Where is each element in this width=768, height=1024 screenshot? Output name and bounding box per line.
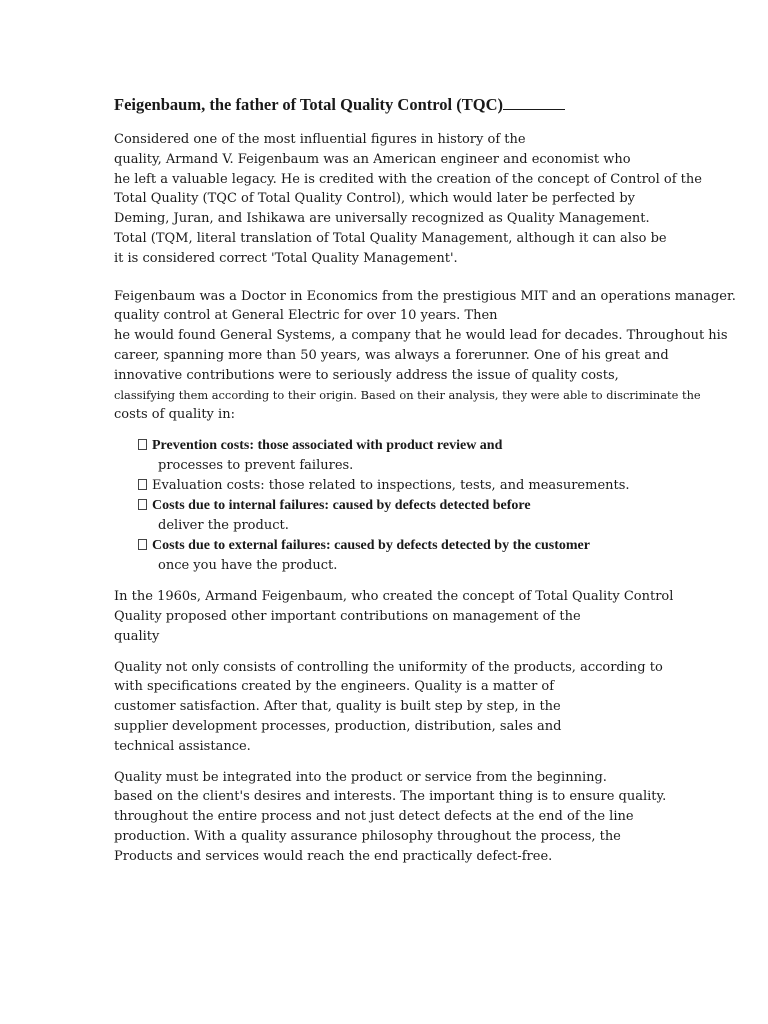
list-item-continuation: once you have the product. bbox=[158, 558, 338, 574]
text-line: career, spanning more than 50 years, was always a forerunner. One of his great and bbox=[114, 347, 669, 363]
text-line: throughout the entire process and not just detect defects at the end of the line bbox=[114, 809, 634, 825]
list-item-continuation: processes to prevent failures. bbox=[158, 458, 354, 474]
text-line: Quality not only consists of controlling the uniformity of the products, according to bbox=[114, 659, 663, 675]
text-line: quality control at General Electric for over 10 years. Then bbox=[114, 308, 498, 324]
text-line: supplier development processes, production, distribution, sales and bbox=[114, 718, 562, 734]
title-text: Feigenbaum, the father of Total Quality Control (TQC) bbox=[114, 95, 503, 114]
text-line: Total (TQM, literal translation of Total Quality Management, although it can also be bbox=[114, 230, 667, 246]
text-line: quality bbox=[114, 628, 160, 644]
text-line: In the 1960s, Armand Feigenbaum, who created the concept of Total Quality Control bbox=[114, 589, 674, 605]
text-line: Products and services would reach the end practically defect-free. bbox=[114, 848, 553, 864]
text-line: Total Quality (TQC of Total Quality Control), which would later be perfected by bbox=[114, 191, 636, 207]
paragraph-biography bbox=[114, 287, 754, 426]
bullet-icon bbox=[138, 539, 147, 550]
text-line: with specifications created by the engineers. Quality is a matter of bbox=[114, 679, 555, 695]
text-line: customer satisfaction. After that, quality is built step by step, in the bbox=[114, 699, 561, 715]
paragraph-intro bbox=[114, 130, 754, 269]
list-item bbox=[114, 496, 754, 516]
list-item-text: Prevention costs: those associated with product review and bbox=[152, 438, 503, 454]
text-line: Feigenbaum was a Doctor in Economics from the prestigious MIT and an operations manager. bbox=[114, 288, 736, 304]
text-line: Deming, Juran, and Ishikawa are universally recognized as Quality Management. bbox=[114, 211, 650, 227]
list-item-text: Costs due to external failures: caused by defects detected by the customer bbox=[152, 538, 590, 554]
title-underline bbox=[503, 108, 565, 110]
list-item bbox=[114, 476, 754, 496]
text-line: quality, Armand V. Feigenbaum was an American engineer and economist who bbox=[114, 151, 631, 167]
text-line: production. With a quality assurance philosophy throughout the process, the bbox=[114, 828, 621, 844]
paragraph-quality-definition bbox=[114, 658, 754, 757]
text-line: he would found General Systems, a company that he would lead for decades. Throughout his bbox=[114, 328, 728, 344]
document-page bbox=[114, 94, 754, 867]
text-line: based on the client's desires and interests. The important thing is to ensure quality. bbox=[114, 789, 667, 805]
bullet-icon bbox=[138, 439, 147, 450]
paragraph-1960s bbox=[114, 587, 754, 646]
list-item-text: Evaluation costs: those related to inspections, tests, and measurements. bbox=[152, 478, 630, 494]
text-line: he left a valuable legacy. He is credited with the creation of the concept of Control of the bbox=[114, 171, 702, 187]
text-line: it is considered correct 'Total Quality Management'. bbox=[114, 250, 458, 266]
quality-costs-list bbox=[114, 436, 754, 576]
text-line: costs of quality in: bbox=[114, 407, 235, 423]
list-item-text: Costs due to internal failures: caused by defects detected before bbox=[152, 498, 531, 514]
list-item-continuation: deliver the product. bbox=[158, 518, 289, 534]
text-line: innovative contributions were to seriously address the issue of quality costs, bbox=[114, 367, 619, 383]
text-line: Quality proposed other important contributions on management of the bbox=[114, 608, 581, 624]
text-line: Considered one of the most influential figures in history of the bbox=[114, 132, 526, 147]
text-line: technical assistance. bbox=[114, 738, 251, 754]
document-title bbox=[114, 94, 754, 116]
paragraph-quality-integration bbox=[114, 768, 754, 867]
list-item bbox=[114, 536, 754, 556]
bullet-icon bbox=[138, 499, 147, 510]
bullet-icon bbox=[138, 479, 147, 490]
text-line: Quality must be integrated into the product or service from the beginning. bbox=[114, 769, 607, 785]
text-line: classifying them according to their origin. Based on their analysis, they were able to discriminate the bbox=[114, 387, 701, 402]
list-item bbox=[114, 436, 754, 456]
